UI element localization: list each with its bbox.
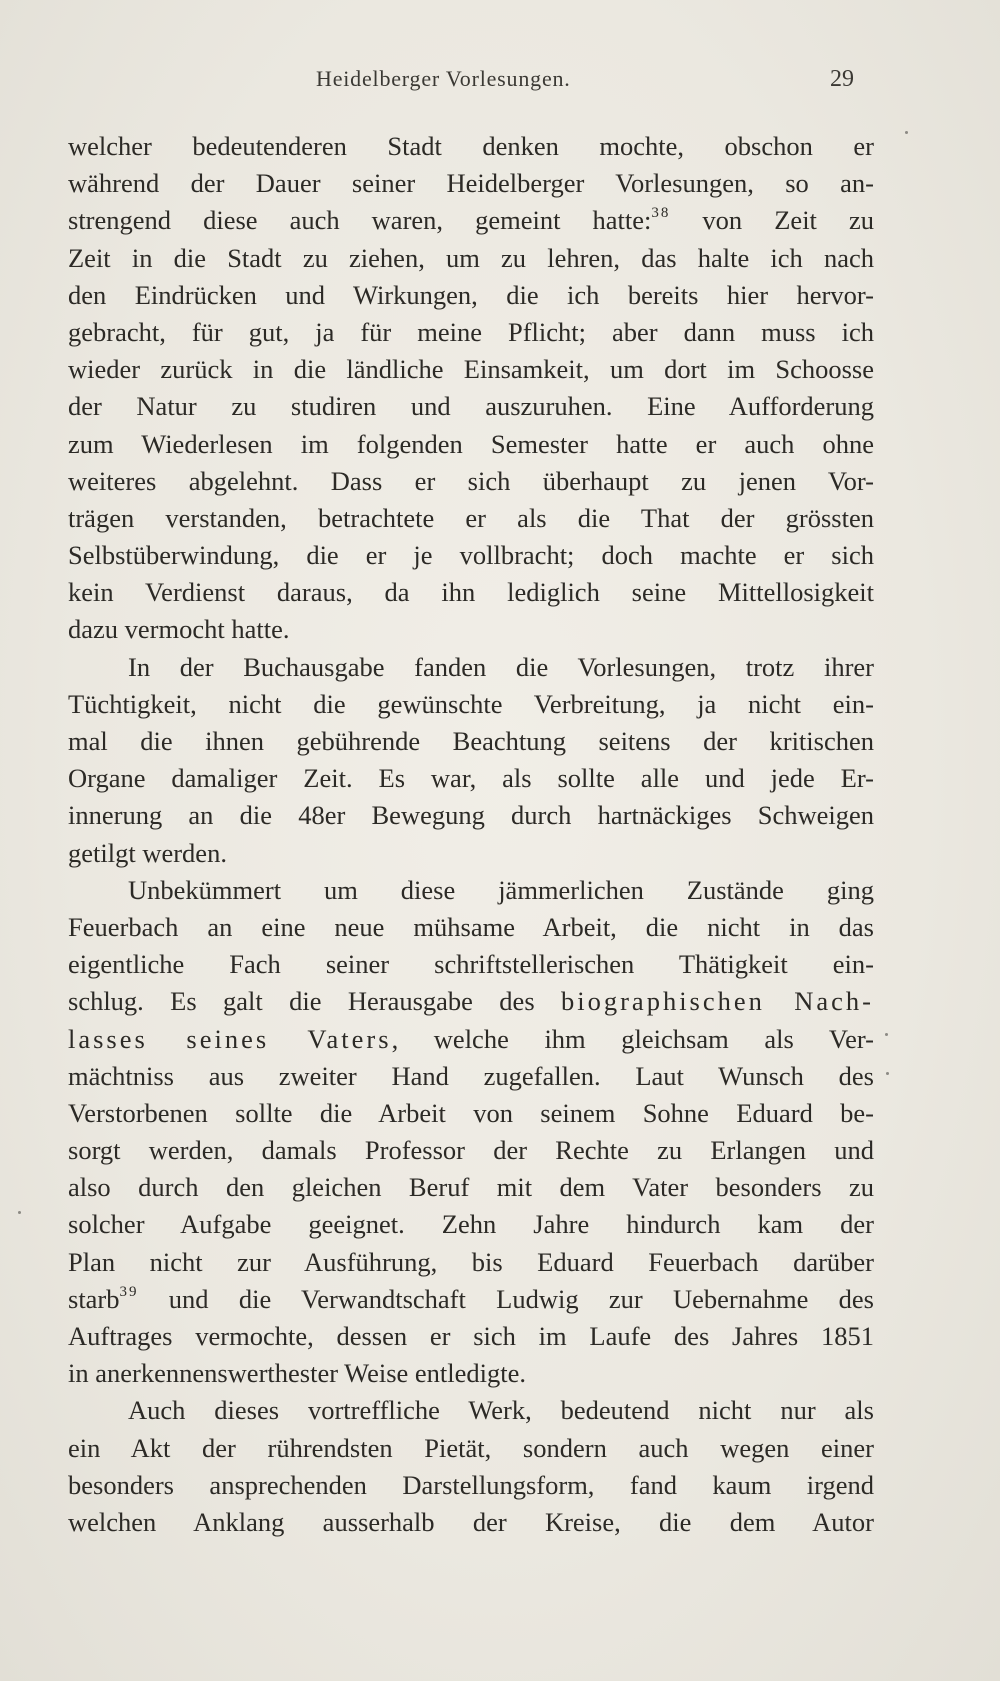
footnote-marker: 39 [119, 1283, 139, 1300]
line-text: Organe damaliger Zeit. Es war, als sollte alle und jede Er- [68, 763, 874, 794]
line-text: innerung an die 48er Bewegung durch hartnäckiges Schweigen [68, 800, 874, 831]
body-text [68, 128, 874, 1541]
text-line [68, 240, 874, 277]
text-line [68, 1169, 874, 1206]
text-line [68, 537, 874, 574]
text-line [68, 1392, 874, 1429]
text-line [68, 835, 874, 872]
line-text: in anerkennenswerthester Weise entledigte. [68, 1358, 527, 1389]
line-text: weiteres abgelehnt. Dass er sich überhaupt zu jenen Vor- [68, 465, 874, 496]
line-text: Unbekümmert um diese jämmerlichen Zustände ging [128, 874, 874, 905]
line-text: eigentliche Fach seiner schriftstellerischen Thätigkeit ein- [68, 949, 874, 980]
line-text: Zeit in die Stadt zu ziehen, um zu lehren, das halte ich nach [68, 242, 874, 273]
text-line [68, 797, 874, 834]
text-line [68, 574, 874, 611]
footnote-marker: 38 [651, 205, 671, 222]
text-line [68, 872, 874, 909]
line-text: welcher bedeutenderen Stadt denken mochte, obschon er [68, 131, 874, 161]
text-line [68, 1355, 874, 1392]
text-line [68, 1318, 874, 1355]
paper-speck [886, 1072, 889, 1075]
line-text: zum Wiederlesen im folgenden Semester hatte er auch ohne [68, 428, 874, 459]
text-line [68, 463, 874, 500]
text-line [68, 1095, 874, 1132]
text-line [68, 760, 874, 797]
text-line [68, 946, 874, 983]
text-line [68, 1430, 874, 1467]
text-line [68, 649, 874, 686]
line-text: trägen verstanden, betrachtete er als die That der grössten [68, 502, 874, 533]
line-text: ein Akt der rührendsten Pietät, sondern auch wegen einer [68, 1432, 874, 1463]
text-line [68, 314, 874, 351]
text-line [68, 1021, 874, 1058]
line-text: Plan nicht zur Ausführung, bis Eduard Feuerbach darüber [68, 1246, 874, 1277]
line-text: Auch dieses vortreffliche Werk, bedeutend nicht nur als [128, 1395, 874, 1426]
text-line [68, 500, 874, 537]
line-text: mächtniss aus zweiter Hand zugefallen. Laut Wunsch des [68, 1060, 874, 1091]
text-line [68, 686, 874, 723]
paper-speck [905, 131, 908, 134]
paper-speck [18, 1211, 21, 1214]
text-line [68, 277, 874, 314]
line-text: kein Verdienst daraus, da ihn lediglich seine Mittellosigkeit [68, 577, 874, 608]
line-text: besonders ansprechenden Darstellungsform, fand kaum irgend [68, 1469, 874, 1500]
text-line [68, 1244, 874, 1281]
line-text: Selbstüberwindung, die er je vollbracht; doch machte er sich [68, 540, 874, 571]
text-line [68, 351, 874, 388]
text-line [68, 1281, 874, 1318]
text-line [68, 165, 874, 202]
text-line [68, 983, 874, 1020]
line-text: den Eindrücken und Wirkungen, die ich bereits hier hervor- [68, 279, 874, 310]
text-line [68, 1058, 874, 1095]
line-text: der Natur zu studiren und auszuruhen. Eine Aufforderung [68, 391, 874, 422]
line-text: gebracht, für gut, ja für meine Pflicht; aber dann muss ich [68, 316, 874, 347]
line-text: Verstorbenen sollte die Arbeit von seinem Sohne Eduard be- [68, 1097, 874, 1128]
text-line [68, 426, 874, 463]
line-text: welchen Anklang ausserhalb der Kreise, die dem Autor [68, 1506, 874, 1537]
line-text: und die Verwandtschaft Ludwig zur Uebernahme des [138, 1283, 874, 1314]
line-text: schlug. Es galt die Herausgabe des [68, 986, 561, 1017]
text-line [68, 1504, 874, 1541]
page-number: 29 [830, 66, 854, 92]
line-text: getilgt werden. [68, 837, 227, 868]
spaced-emphasis: lasses seines Vaters [68, 1023, 392, 1054]
text-line [68, 388, 874, 425]
line-text: solcher Aufgabe geeignet. Zehn Jahre hindurch kam der [68, 1209, 874, 1240]
line-text: Feuerbach an eine neue mühsame Arbeit, die nicht in das [68, 911, 874, 942]
line-text: Tüchtigkeit, nicht die gewünschte Verbreitung, ja nicht ein- [68, 688, 874, 719]
line-text: also durch den gleichen Beruf mit dem Vater besonders zu [68, 1172, 874, 1203]
text-line [68, 1467, 874, 1504]
line-text: starb [68, 1283, 120, 1314]
line-text: , welche ihm gleichsam als Ver- [391, 1023, 874, 1054]
line-text: mal die ihnen gebührende Beachtung seitens der kritischen [68, 726, 874, 756]
paper-speck [885, 1033, 888, 1036]
text-line [68, 1132, 874, 1169]
line-text: von Zeit zu [670, 205, 874, 236]
running-head [0, 66, 1000, 106]
line-text: während der Dauer seiner Heidelberger Vorlesungen, so an- [68, 168, 874, 199]
line-text: sorgt werden, damals Professor der Rechte zu Erlangen und [68, 1135, 874, 1166]
text-line [68, 723, 874, 760]
text-line [68, 611, 874, 648]
line-text: Auftrages vermochte, dessen er sich im Laufe des Jahres 1851 [68, 1321, 874, 1351]
text-line [68, 128, 874, 165]
running-title: Heidelberger Vorlesungen. [316, 66, 571, 91]
line-text: dazu vermocht hatte. [68, 614, 290, 645]
text-line [68, 202, 874, 239]
text-line [68, 1206, 874, 1243]
text-line [68, 909, 874, 946]
line-text: wieder zurück in die ländliche Einsamkeit, um dort im Schoosse [68, 354, 874, 385]
line-text: In der Buchausgabe fanden die Vorlesungen, trotz ihrer [128, 651, 874, 682]
line-text: strengend diese auch waren, gemeint hatte: [68, 205, 652, 236]
spaced-emphasis: biographischen Nach- [561, 986, 874, 1017]
